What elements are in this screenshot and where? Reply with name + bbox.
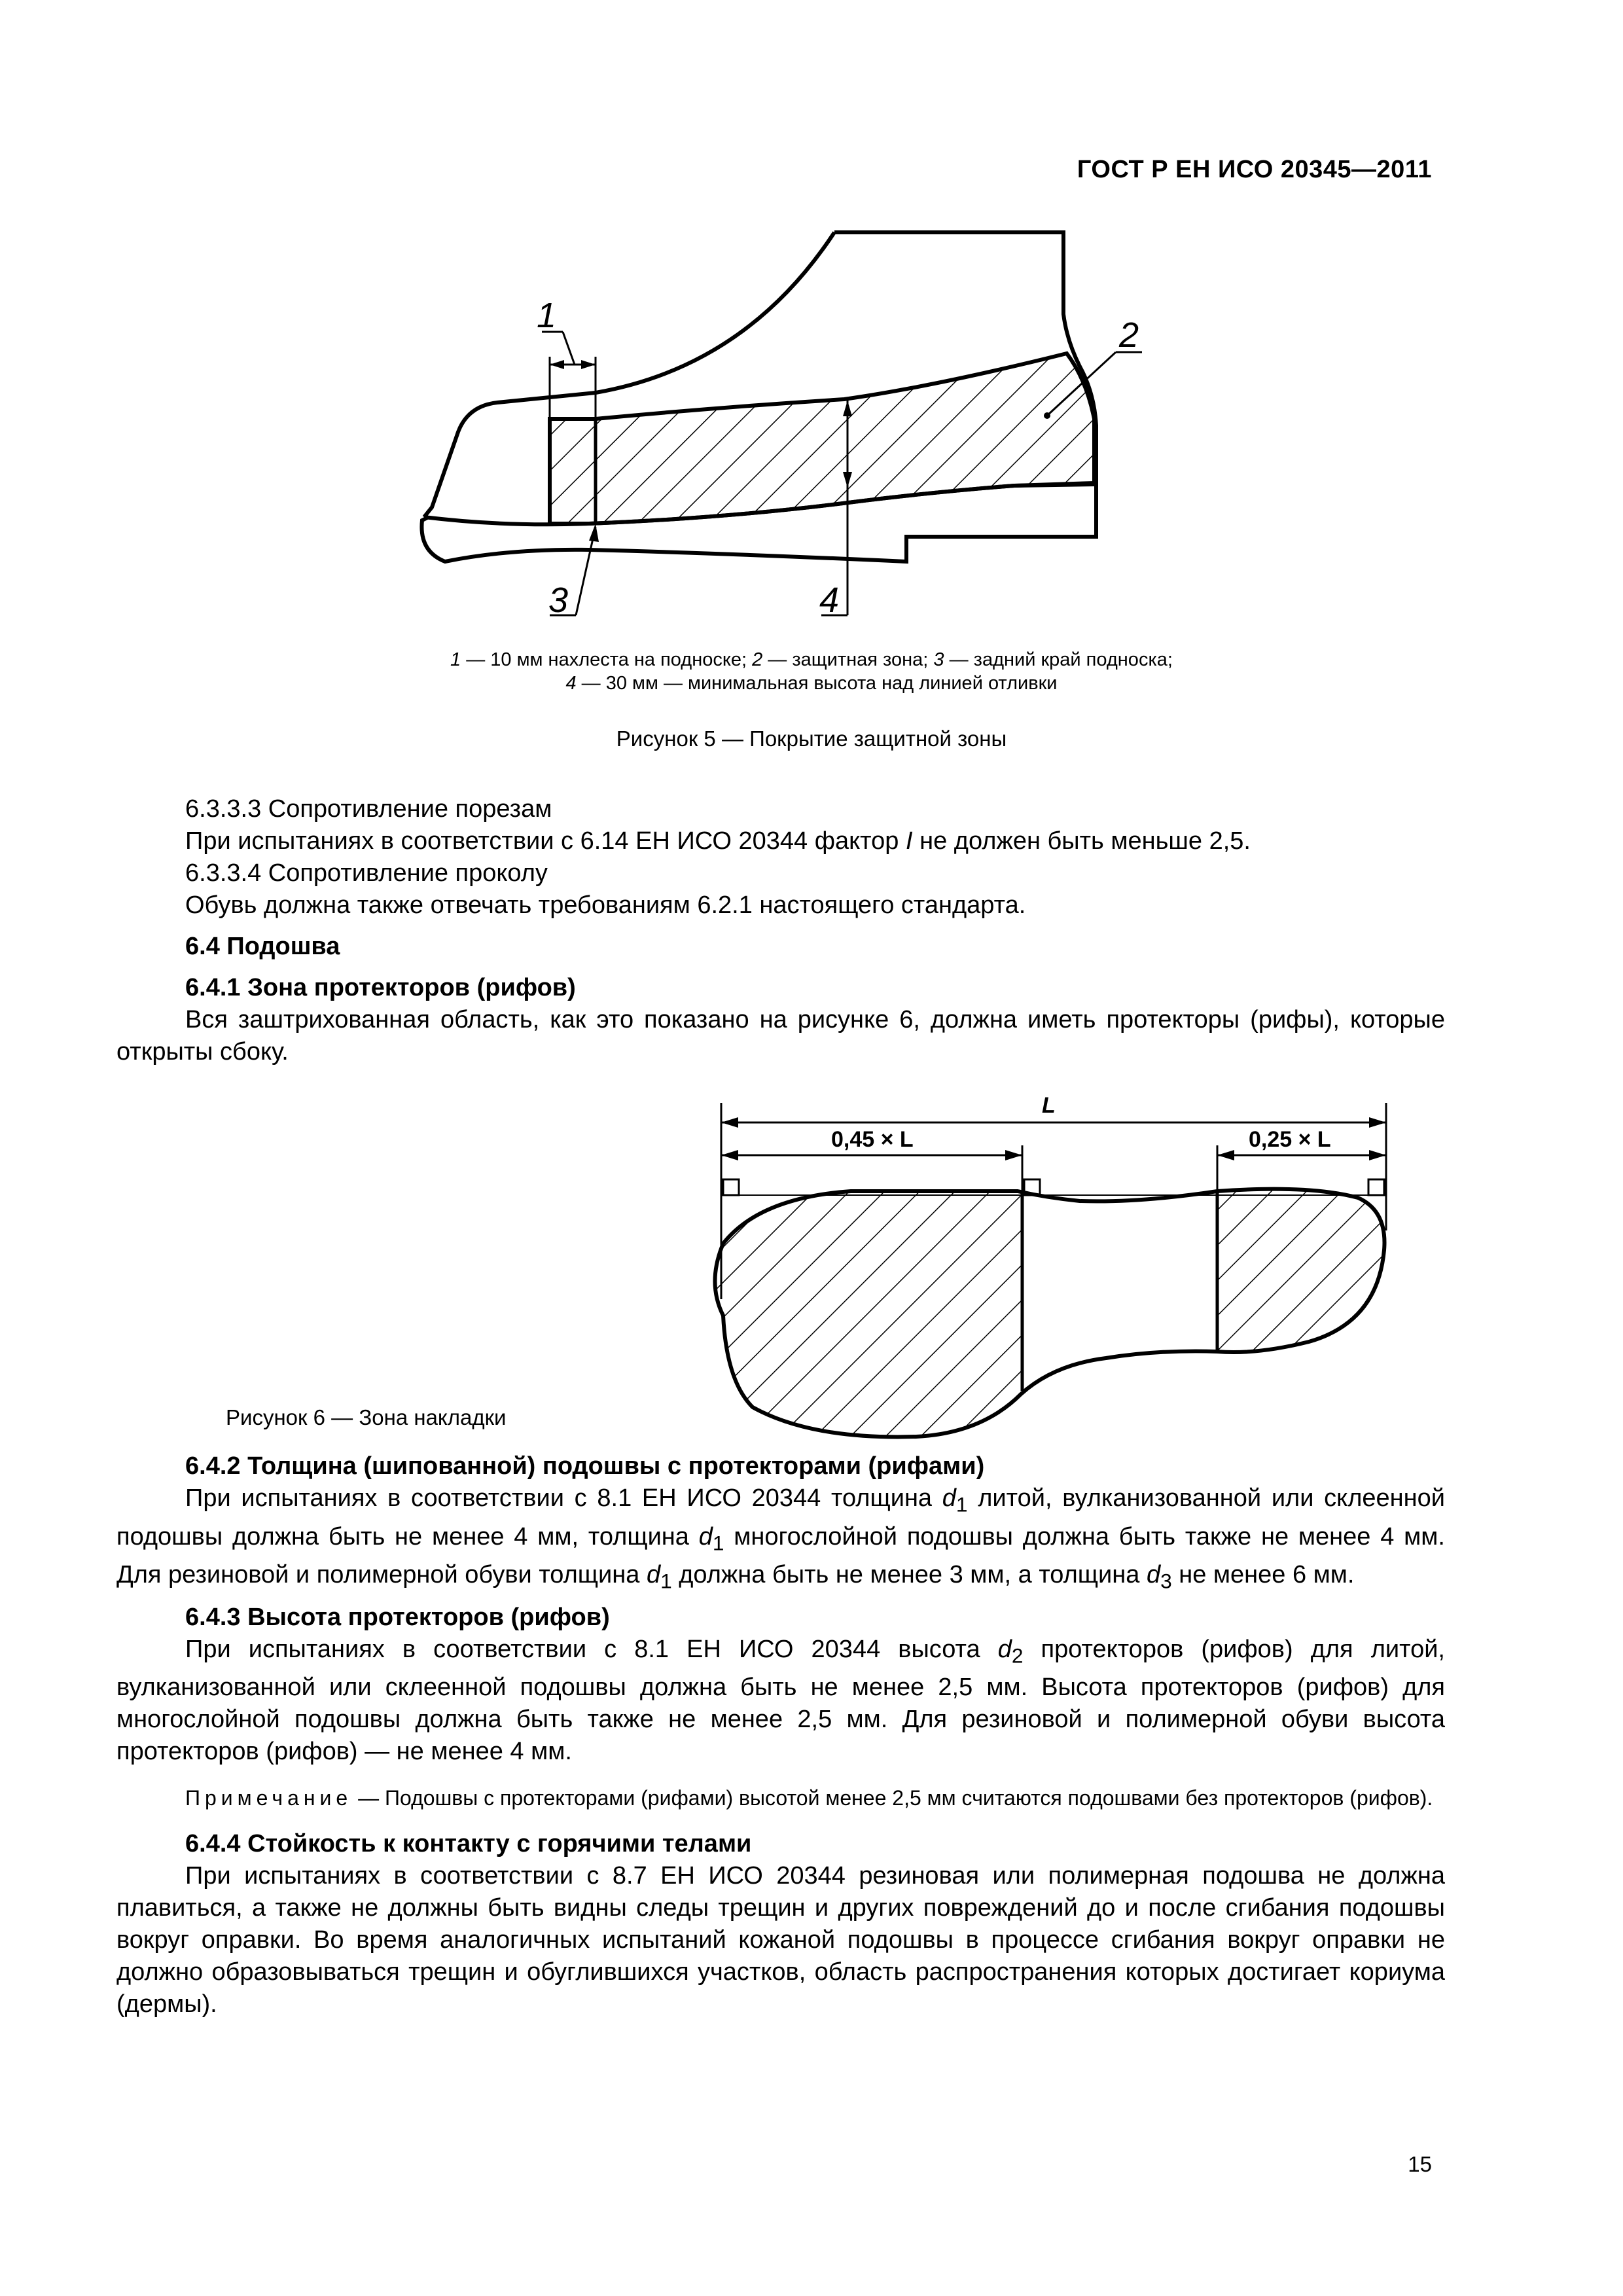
section-6-4-1-text: Вся заштрихованная область, как это показано на рисунке 6, должна иметь протекторы (рифы), которые открыты сбоку. [116, 1006, 1445, 1066]
dim-total-label: L [1042, 1093, 1056, 1118]
section-6-3-3-4-title: 6.3.3.4 Сопротивление проколу [185, 859, 548, 887]
section-6-4-title: 6.4 Подошва [185, 933, 340, 960]
section-6-4-2-title: 6.4.2 Толщина (шипованной) подошвы с протекторами (рифами) [185, 1452, 985, 1480]
section-6-4-3-text: При испытаниях в соответствии с 8.1 ЕН ИСО 20344 высота $d_2$ протекторов (рифов) для литой, вулканизованной или склеенной подошвы должна быть не менее 2,5 мм. Высота протекторов (рифов) для многослойной подошвы должна быть также не менее 2,5 мм. Для резиновой и полимерной обуви высота протекторов (рифов) — не менее 4 мм. [116, 1635, 1445, 1766]
dim-back-label: 0,25 × L [1249, 1127, 1331, 1152]
section-6-4-4-title: 6.4.4 Стойкость к контакту с горячими телами [185, 1830, 752, 1858]
section-6-3-3-3-title: 6.3.3.3 Сопротивление порезам [185, 795, 552, 823]
section-6-4-4-text: При испытаниях в соответствии с 8.7 ЕН ИСО 20344 резиновая или полимерная подошва не должна плавиться, а также не должны быть видны следы трещин и других повреждений до и после сгибания подошвы вокруг оправки. Во время аналогичных испытаний кожаной подошвы в процессе сгибания вокруг оправки не должно образовываться трещин и обуглившихся участков, область распространения которых достигает кориума (дермы). [116, 1862, 1445, 2018]
note: Примечание — Подошвы с протекторами (рифами) высотой менее 2,5 мм считаются подошвами без протекторов (рифов). [185, 1786, 1433, 1810]
callout-4: 4 [819, 581, 840, 620]
dim-front-label: 0,45 × L [831, 1127, 914, 1152]
section-6-4-1-title: 6.4.1 Зона протекторов (рифов) [185, 974, 576, 1001]
document-header: ГОСТ Р ЕН ИСО 20345—2011 [1077, 156, 1432, 183]
text-block-bottom [116, 1450, 1445, 2020]
callout-1: 1 [537, 296, 557, 335]
legend-line-1: 1 — 10 мм нахлеста на подноске; 2 — защитная зона; 3 — задний край подноска; [450, 649, 1173, 670]
section-6-3-3-3-text: При испытаниях в соответствии с 6.14 ЕН ИСО 20344 фактор I не должен быть меньше 2,5. [185, 827, 1251, 855]
figure5-caption: Рисунок 5 — Покрытие защитной зоны [616, 726, 1007, 751]
callout-2: 2 [1119, 315, 1139, 355]
page-number: 15 [1408, 2152, 1432, 2176]
figure6-caption: Рисунок 6 — Зона накладки [226, 1405, 507, 1429]
legend-line-2: 4 — 30 мм — минимальная высота над линией отливки [565, 673, 1058, 694]
section-6-4-2-text: При испытаниях в соответствии с 8.1 ЕН ИСО 20344 толщина $d_1$ литой, вулканизованной или склеенной подошвы должна быть не менее 4 мм, толщина $d_1$ многослойной подошвы должна быть также не менее 4 мм. Для резиновой и полимерной обуви толщина $d_1$ должна быть не менее 3 мм, а толщина $d_3$ не менее 6 мм. [116, 1484, 1445, 1593]
callout-3: 3 [548, 581, 569, 620]
section-6-3-3-4-text: Обувь должна также отвечать требованиям 6.2.1 настоящего стандарта. [185, 891, 1026, 919]
section-6-4-3-title: 6.4.3 Высота протекторов (рифов) [185, 1603, 610, 1631]
